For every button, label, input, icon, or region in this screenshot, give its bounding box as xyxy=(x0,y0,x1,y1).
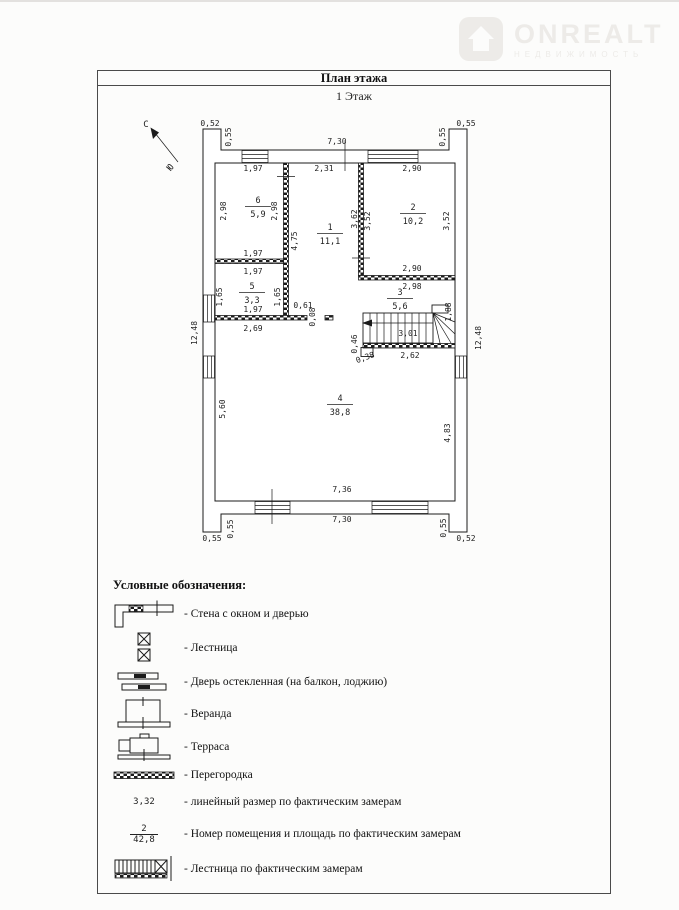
legend-label: - Лестница по фактическим замерам xyxy=(184,863,363,875)
legend-row xyxy=(104,816,596,852)
veranda-icon xyxy=(116,697,172,730)
dimension-label: 1,97 xyxy=(243,164,263,173)
room-number-label: 3 xyxy=(397,288,403,298)
legend-row xyxy=(104,763,596,787)
dimension-label: 2,62 xyxy=(400,351,420,360)
room-number-sample xyxy=(130,824,158,845)
dimension-label: 0,38 xyxy=(354,350,376,366)
room-area-label: 3,3 xyxy=(244,296,260,306)
legend-row xyxy=(104,787,596,816)
floor-subtitle: 1 Этаж xyxy=(336,89,372,103)
dimension-label: 3,52 xyxy=(442,211,451,231)
dimension-label: 12,48 xyxy=(474,325,483,351)
legend-title: Условные обозначения: xyxy=(113,578,247,592)
dimension-label: 0,55 xyxy=(202,534,222,543)
dimension-label: 2,98 xyxy=(402,282,422,291)
dimension-label: 1,97 xyxy=(243,249,263,258)
dimension-label: 1,97 xyxy=(243,305,263,314)
sample-room-number: 2 xyxy=(141,823,147,834)
dimension-label: 0,55 xyxy=(224,127,233,147)
window xyxy=(204,295,215,322)
dimension-label: 2,31 xyxy=(314,164,334,173)
legend-row xyxy=(104,852,596,886)
legend-label: - Веранда xyxy=(184,707,232,720)
room-area-label: 5,9 xyxy=(250,210,266,220)
dimension-label: 0,08 xyxy=(308,307,317,327)
room-number-label: 5 xyxy=(249,282,255,292)
dimension-label: 12,48 xyxy=(190,320,199,346)
sample-room-area: 42,8 xyxy=(130,834,158,845)
legend-row xyxy=(104,599,596,629)
dimension-label: 0,55 xyxy=(439,518,448,538)
stairs-measured-icon xyxy=(113,855,175,883)
compass-south-label: Ю xyxy=(165,162,177,174)
dimension-label: 0,61 xyxy=(293,301,313,310)
dimension-label: 1,88 xyxy=(444,302,453,322)
legend-row xyxy=(104,666,596,697)
stairs-icon xyxy=(135,631,153,664)
page-title: План этажа xyxy=(98,71,610,86)
dimension-label: 4,75 xyxy=(290,231,299,251)
legend-label: - Стена с окном и дверью xyxy=(184,608,309,620)
room-number-label: 4 xyxy=(337,394,343,404)
linear-dimension-sample: 3,32 xyxy=(133,796,155,807)
room-number-label: 1 xyxy=(327,223,333,233)
dimension-label: 2,69 xyxy=(243,324,263,333)
dimension-label: 0,52 xyxy=(200,119,220,128)
dimension-label: 3,01 xyxy=(398,329,418,338)
dimension-label: 0,55 xyxy=(456,119,476,128)
dimension-label: 1,65 xyxy=(273,287,282,307)
window xyxy=(372,502,428,514)
dimension-label: 7,36 xyxy=(332,485,352,494)
window xyxy=(204,356,215,378)
watermark-brand: ONREALT xyxy=(514,18,664,49)
legend-label: - Номер помещения и площадь по фактическим замерам xyxy=(184,828,461,840)
dimension-label: 2,90 xyxy=(402,164,422,173)
dimension-label: 7,30 xyxy=(327,137,347,146)
room-area-label: 5,6 xyxy=(392,302,408,312)
legend-row xyxy=(104,730,596,763)
window xyxy=(242,151,268,163)
dimension-label: 1,65 xyxy=(215,287,224,307)
dimension-label: 0,52 xyxy=(456,534,476,543)
room-number-label: 2 xyxy=(410,203,416,213)
dimension-label: 2,98 xyxy=(219,201,228,221)
legend-label: - линейный размер по фактическим замерам xyxy=(184,795,402,808)
dimension-label: 5,60 xyxy=(218,399,227,419)
partition-icon xyxy=(113,771,175,780)
dimension-label: 0,55 xyxy=(226,519,235,539)
dimension-label: 3,62 xyxy=(350,209,359,229)
glazed-door-icon xyxy=(116,670,172,693)
dimension-label: 2,98 xyxy=(270,201,279,221)
terrace-icon xyxy=(116,731,172,762)
dimension-label: 2,90 xyxy=(402,264,422,273)
wall-window-door-icon xyxy=(113,599,175,629)
compass-north-label: С xyxy=(143,120,149,130)
legend-label: - Дверь остекленная (на балкон, лоджию) xyxy=(184,675,388,688)
legend-label: - Перегородка xyxy=(184,769,253,781)
dimension-label: 0,46 xyxy=(350,334,359,354)
dimension-label: 3,52 xyxy=(363,211,372,231)
legend-row xyxy=(104,697,596,730)
legend-row xyxy=(104,629,596,666)
legend-label: - Терраса xyxy=(184,740,230,753)
dimension-label: 0,55 xyxy=(438,127,447,147)
window xyxy=(456,356,467,378)
room-number-label: 6 xyxy=(255,196,261,206)
room-area-label: 11,1 xyxy=(319,237,341,247)
room-area-label: 38,8 xyxy=(329,408,351,418)
dimension-label: 4,83 xyxy=(443,423,452,443)
dimension-label: 1,97 xyxy=(243,267,263,276)
dimension-label: 7,30 xyxy=(332,515,352,524)
compass-north-arrow xyxy=(151,128,179,163)
legend xyxy=(104,578,596,886)
room-area-label: 10,2 xyxy=(402,217,424,227)
legend-label: - Лестница xyxy=(184,641,238,654)
window xyxy=(368,151,418,163)
watermark-tagline: НЕДВИЖИМОСТЬ xyxy=(514,49,644,59)
